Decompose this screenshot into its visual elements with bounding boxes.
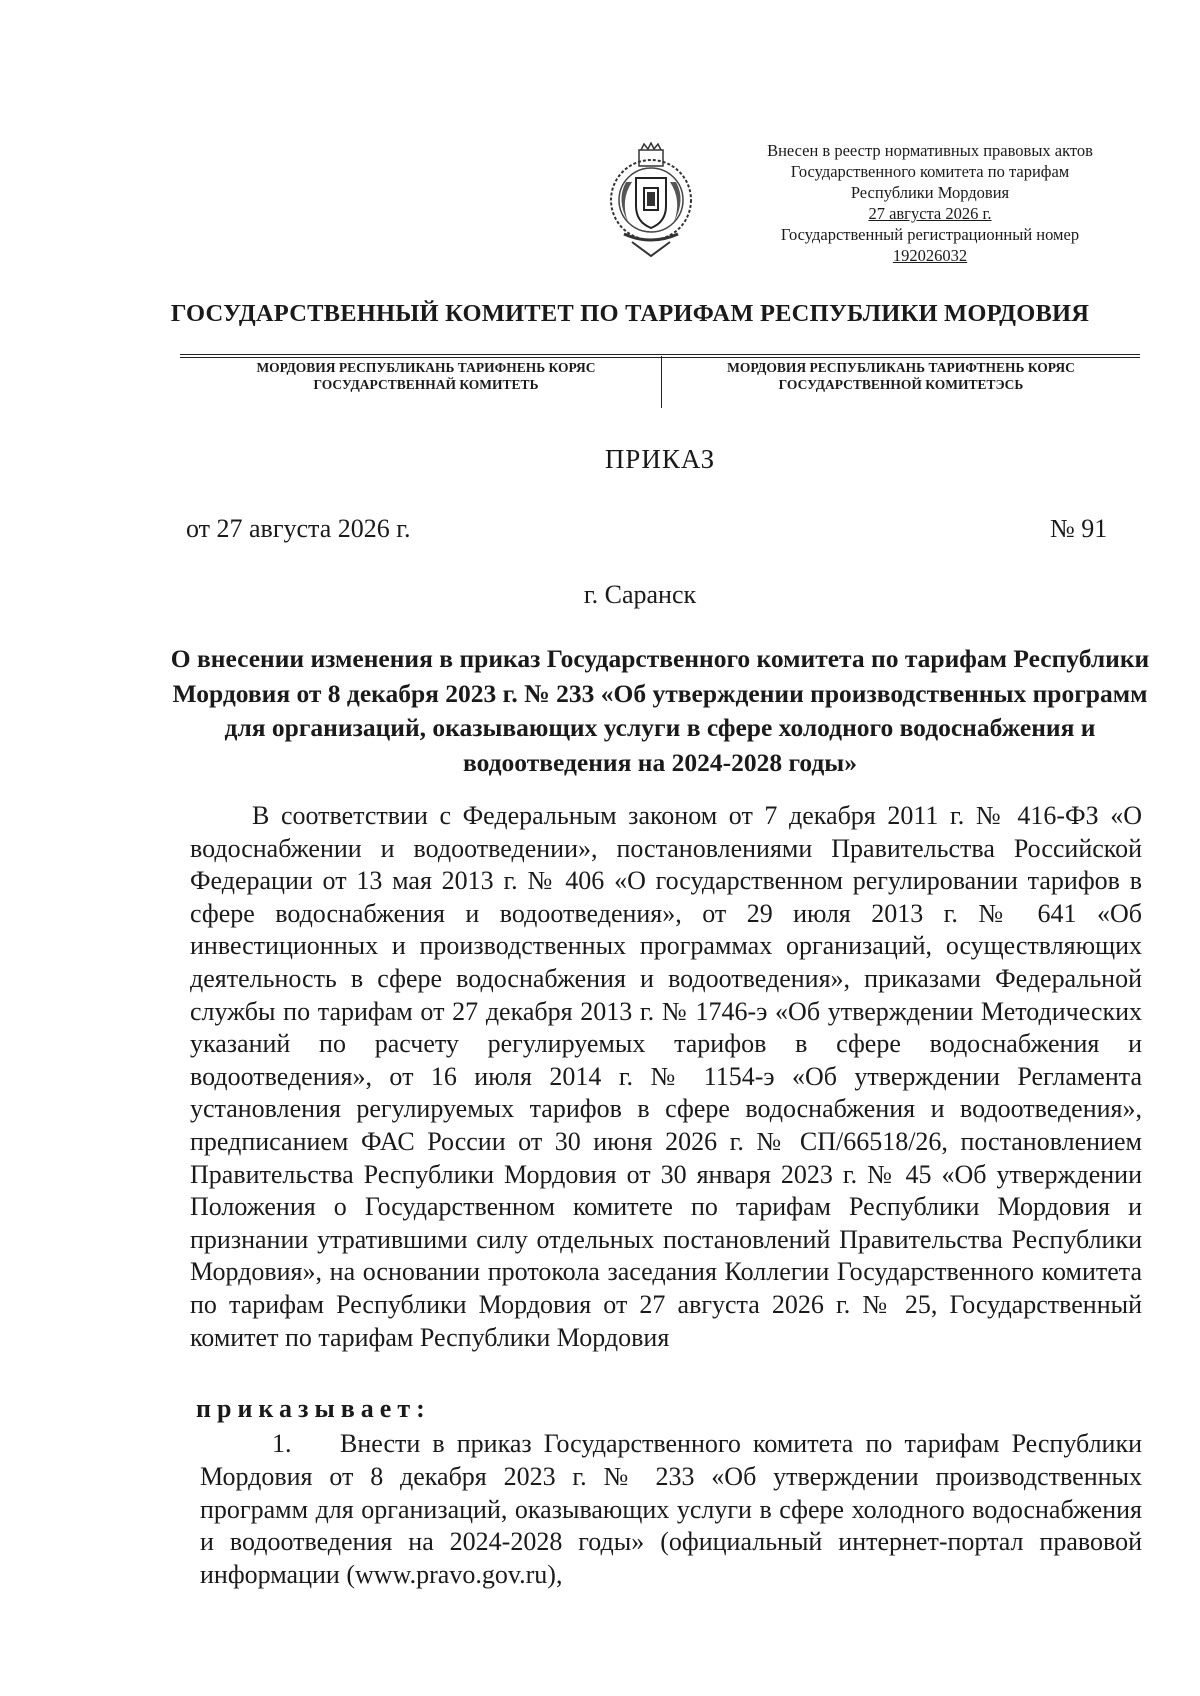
erzya-name-line: МОРДОВИЯ РЕСПУБЛИКАНЬ ТАРИФТНЕНЬ КОРЯС <box>727 360 1075 375</box>
moksha-name-line: МОРДОВИЯ РЕСПУБЛИКАНЬ ТАРИФНЕНЬ КОРЯС <box>256 360 596 375</box>
moksha-name-line: ГОСУДАРСТВЕННАЙ КОМИТЕТЬ <box>313 377 539 392</box>
document-city: г. Саранск <box>583 580 697 609</box>
header-divider <box>180 357 1140 358</box>
registry-date: 27 августа 2026 г. <box>868 204 992 223</box>
moksha-committee-name <box>196 359 656 393</box>
erzya-name-line: ГОСУДАРСТВЕННОЙ КОМИТЕТЭСЬ <box>778 377 1024 392</box>
preamble-text: В соответствии с Федеральным законом от 7 декабря 2011 г. № 416-ФЗ «О водоснабжении и водоотведении», постановлениями Правительства Российской Федерации от 13 мая 2013 г. № 406 «О государственном регулировании тарифов в сфере водоснабжения и водоотведения», от 29 июля 2013 г. № 641 «Об инвестиционных и производственных программах организаций, осуществляющих деятельность в сфере водоснабжения и водоотведения», приказами Федеральной службы по тарифам от 27 декабря 2013 г. № 1746-э «Об утверждении Методических указаний по расчету регулируемых тарифов в сфере водоснабжения и водоотведения», от 16 июля 2014 г. № 1154-э «Об утверждении Регламента установления регулируемых тарифов в сфере водоснабжения и водоотведения», предписанием ФАС России от 30 июня 2026 г. № СП/66518/26, постановлением Правительства Республики Мордовия от 30 января 2023 г. № 45 «Об утверждении Положения о Государственном комитете по тарифам Республики Мордовия и признании утратившими силу отдельных постановлений Правительства Республики Мордовия», на основании протокола заседания Коллегии Государственного комитета по тарифам Республики Мордовия от 27 августа 2026 г. № 25, Государственный комитет по тарифам Республики Мордовия <box>190 801 1142 1352</box>
registry-number: 192026032 <box>892 246 968 265</box>
registry-line: Государственного комитета по тарифам <box>790 162 1070 181</box>
committee-title: ГОСУДАРСТВЕННЫЙ КОМИТЕТ ПО ТАРИФАМ РЕСПУБЛИКИ МОРДОВИЯ <box>170 300 1090 327</box>
preamble-paragraph <box>190 800 1142 1354</box>
coat-of-arms-emblem <box>606 142 696 262</box>
registry-line: Республики Мордовия <box>850 183 1010 202</box>
header-column-divider <box>661 356 662 408</box>
document-type: ПРИКАЗ <box>604 444 716 474</box>
decree-word: приказывает: <box>196 1394 431 1423</box>
document-subject: О внесении изменения в приказ Государственного комитета по тарифам Республики Мордовия от 8 декабря 2023 г. № 233 «Об утверждении производственных программ для организаций, оказывающих услуги в сфере холодного водоснабжения и водоотведения на 2024-2028 годы» <box>170 644 1150 777</box>
registry-line: Государственный регистрационный номер <box>780 225 1080 244</box>
item-1-text: Внести в приказ Государственного комитета по тарифам Республики Мордовия от 8 декабря 2023 г. № 233 «Об утверждении производственных программ для организаций, оказывающих услуги в сфере холодного водоснабжения и водоотведения на 2024-2028 годы» (официальный интернет-портал правовой информации (www.pravo.gov.ru), <box>200 1429 1142 1590</box>
item-1-number: 1. <box>272 1429 292 1458</box>
registry-stamp <box>730 140 1130 266</box>
document-date: от 27 августа 2026 г. <box>186 514 411 543</box>
document-number: № 91 <box>1050 514 1108 543</box>
item-1-paragraph <box>200 1428 1142 1592</box>
erzya-committee-name <box>666 359 1136 393</box>
header-divider <box>180 354 1140 355</box>
registry-line: Внесен в реестр нормативных правовых актов <box>767 141 1093 160</box>
